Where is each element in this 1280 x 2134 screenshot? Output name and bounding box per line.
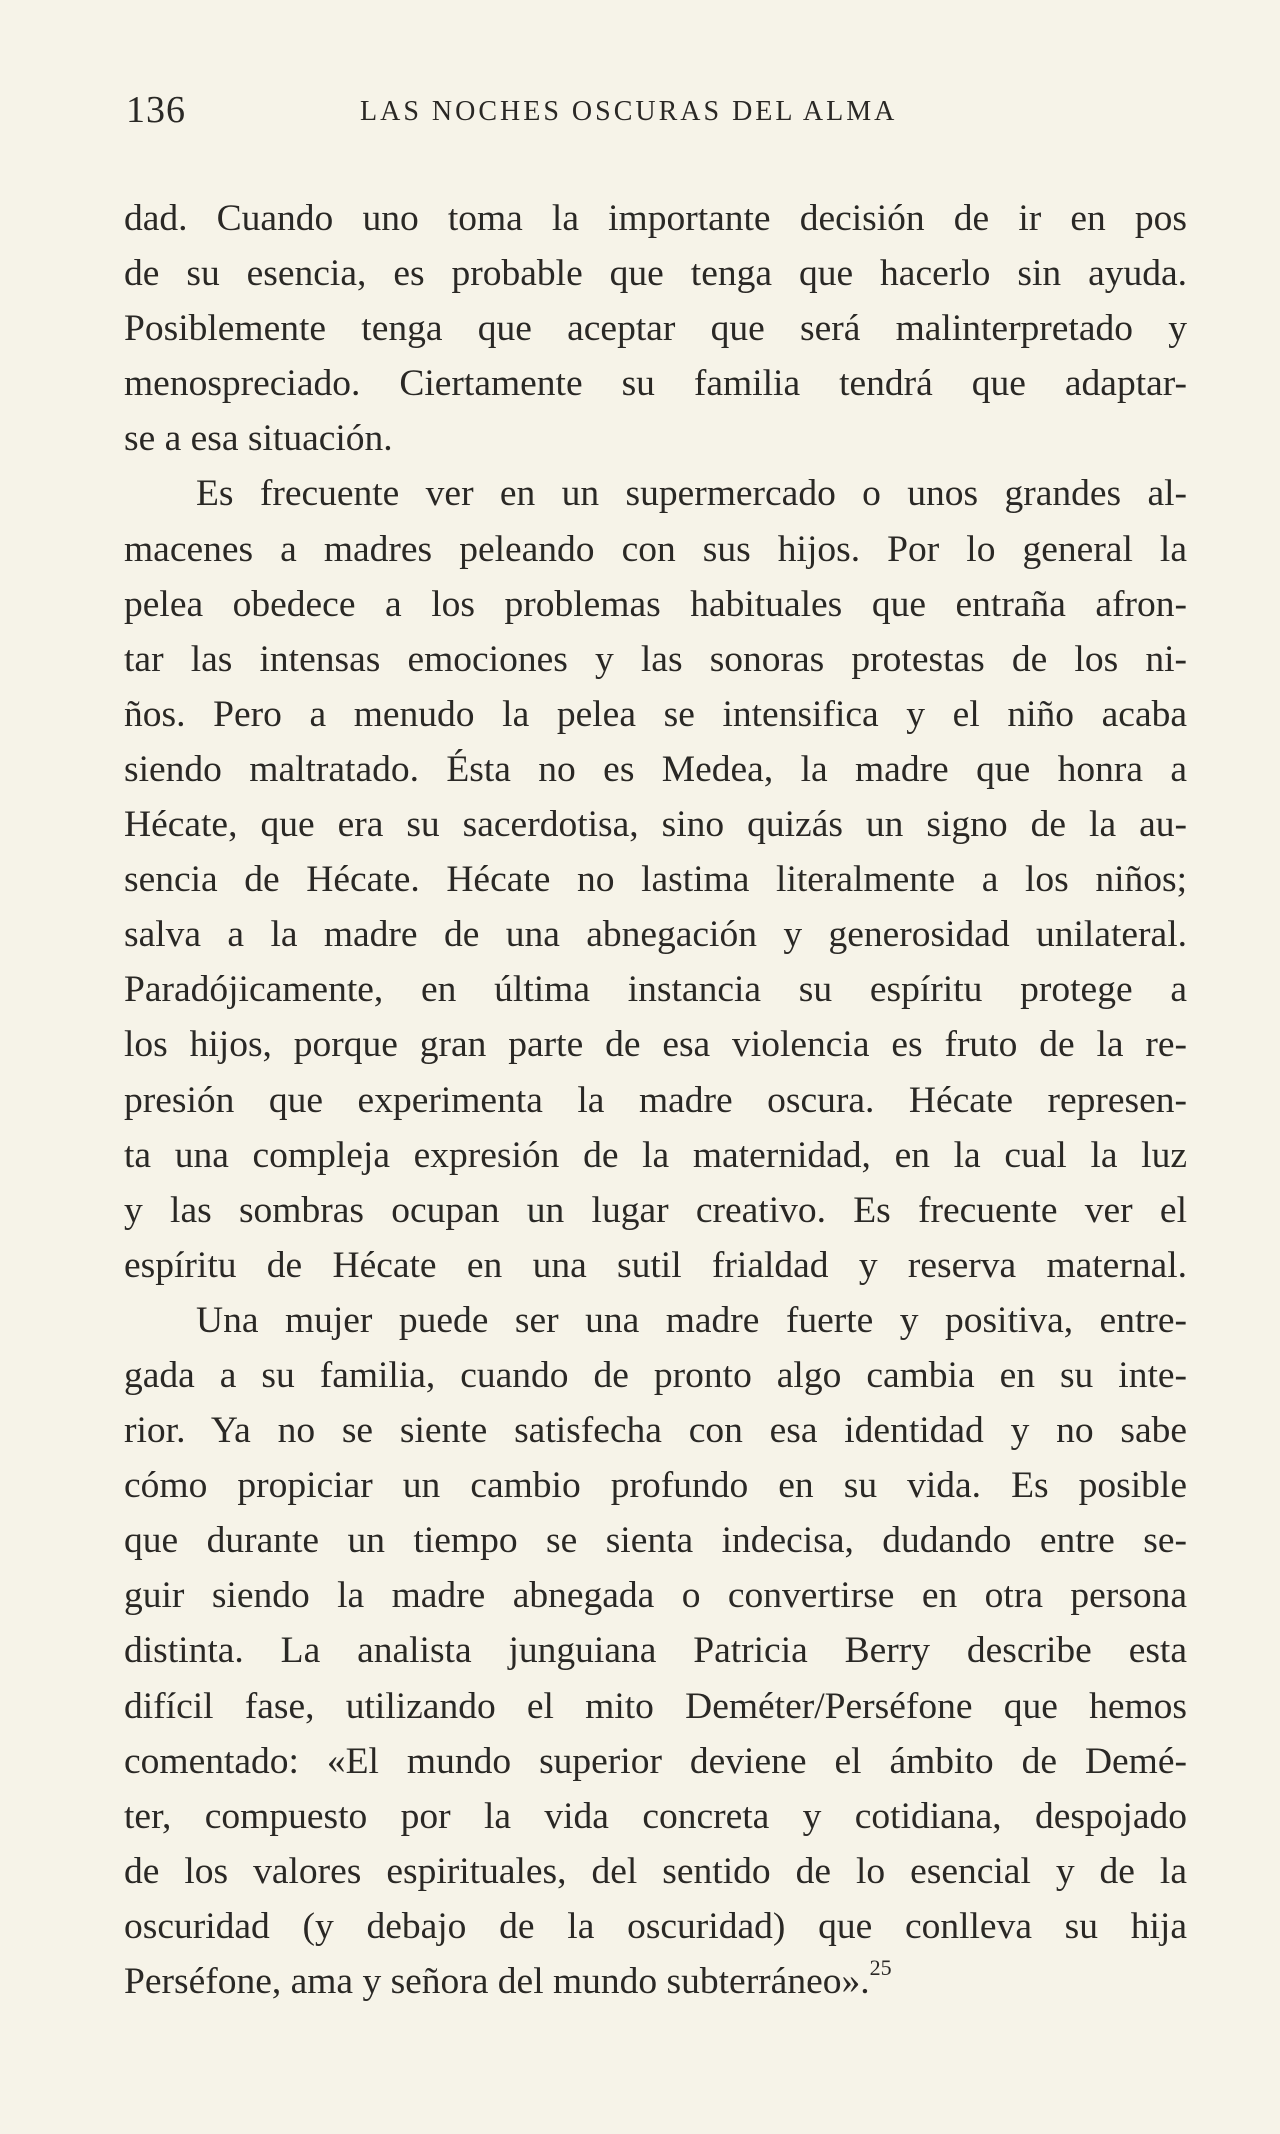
- text-line: ter, compuesto por la vida concreta y cotidiana, despojado: [124, 1795, 1187, 1837]
- body-text: [124, 191, 1187, 2009]
- final-line-text: Perséfone, ama y señora del mundo subterráneo».: [124, 1961, 870, 2002]
- text-line: Paradójicamente, en última instancia su espíritu protege a: [124, 969, 1187, 1011]
- text-line: guir siendo la madre abnegada o convertirse en otra persona: [124, 1575, 1187, 1617]
- text-line: siendo maltratado. Ésta no es Medea, la madre que honra a: [124, 748, 1187, 790]
- text-line: de los valores espirituales, del sentido de lo esencial y de la: [124, 1850, 1187, 1892]
- text-line: distinta. La analista junguiana Patricia Berry describe esta: [124, 1630, 1187, 1672]
- text-line: cómo propiciar un cambio profundo en su vida. Es posible: [124, 1465, 1187, 1507]
- text-line: comentado: «El mundo superior deviene el ámbito de Demé-: [124, 1740, 1187, 1782]
- text-line: gada a su familia, cuando de pronto algo cambia en su inte-: [124, 1354, 1187, 1396]
- text-line: pelea obedece a los problemas habituales que entraña afron-: [124, 583, 1187, 625]
- text-line: salva a la madre de una abnegación y generosidad unilateral.: [124, 914, 1187, 956]
- text-line: macenes a madres peleando con sus hijos. Por lo general la: [124, 528, 1187, 570]
- text-line: rior. Ya no se siente satisfecha con esa identidad y no sabe: [124, 1410, 1187, 1452]
- text-line-final: [124, 1954, 1187, 2009]
- text-line: Hécate, que era su sacerdotisa, sino quizás un signo de la au-: [124, 804, 1187, 846]
- page-header: [126, 80, 1186, 140]
- text-line: de su esencia, es probable que tenga que hacerlo sin ayuda.: [124, 253, 1187, 295]
- text-line: Una mujer puede ser una madre fuerte y positiva, entre-: [196, 1299, 1187, 1341]
- page-number: 136: [126, 89, 186, 131]
- text-line: presión que experimenta la madre oscura. Hécate represen-: [124, 1079, 1187, 1121]
- text-line: los hijos, porque gran parte de esa violencia es fruto de la re-: [124, 1024, 1187, 1066]
- text-line: y las sombras ocupan un lugar creativo. Es frecuente ver el: [124, 1189, 1187, 1231]
- text-line: sencia de Hécate. Hécate no lastima literalmente a los niños;: [124, 859, 1187, 901]
- text-line: difícil fase, utilizando el mito Deméter/Perséfone que hemos: [124, 1685, 1187, 1727]
- text-line: tar las intensas emociones y las sonoras protestas de los ni-: [124, 638, 1187, 680]
- text-line: menospreciado. Ciertamente su familia tendrá que adaptar-: [124, 363, 1187, 405]
- footnote-reference: 25: [869, 1955, 892, 1980]
- text-line: ños. Pero a menudo la pelea se intensifica y el niño acaba: [124, 693, 1187, 735]
- text-line: ta una compleja expresión de la maternidad, en la cual la luz: [124, 1134, 1187, 1176]
- text-line: se a esa situación.: [124, 418, 393, 460]
- text-line: dad. Cuando uno toma la importante decisión de ir en pos: [124, 198, 1187, 239]
- running-head: LAS NOCHES OSCURAS DEL ALMA: [360, 96, 898, 127]
- text-line: Posiblemente tenga que aceptar que será malinterpretado y: [124, 308, 1187, 350]
- text-line: Es frecuente ver en un supermercado o unos grandes al-: [196, 473, 1187, 515]
- text-line: oscuridad (y debajo de la oscuridad) que conlleva su hija: [124, 1905, 1187, 1947]
- text-line: que durante un tiempo se sienta indecisa, dudando entre se-: [124, 1520, 1187, 1562]
- text-line: espíritu de Hécate en una sutil frialdad y reserva maternal.: [124, 1244, 1187, 1286]
